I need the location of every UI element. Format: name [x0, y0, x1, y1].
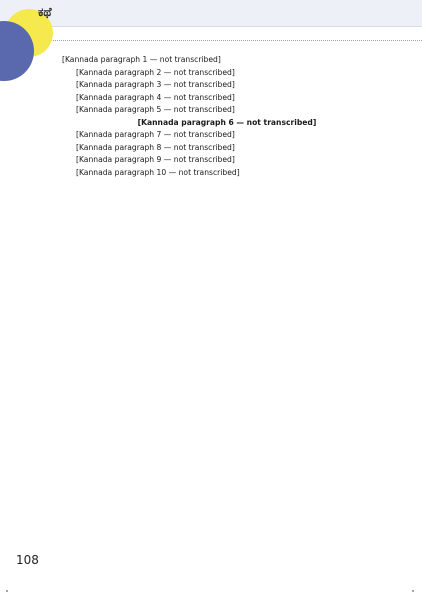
paragraph: [Kannada paragraph 7 — not transcribed] [76, 130, 235, 140]
paragraph: [Kannada paragraph 9 — not transcribed] [76, 155, 235, 165]
story-body-text [62, 54, 392, 536]
paragraph: [Kannada paragraph 3 — not transcribed] [76, 80, 235, 90]
section-separator: [Kannada paragraph 6 — not transcribed] [137, 117, 317, 127]
paragraph: [Kannada paragraph 10 — not transcribed] [76, 167, 240, 177]
header-band [0, 0, 422, 27]
paragraph: [Kannada paragraph 2 — not transcribed] [76, 67, 235, 77]
paragraph: [Kannada paragraph 5 — not transcribed] [76, 105, 235, 115]
corner-dot [412, 590, 414, 592]
paragraph: [Kannada paragraph 4 — not transcribed] [76, 92, 235, 102]
paragraph: [Kannada paragraph 1 — not transcribed] [62, 55, 221, 64]
paragraph: [Kannada paragraph 8 — not transcribed] [76, 142, 235, 152]
page-number: 108 [16, 553, 39, 567]
section-label: ಕಥೆ [38, 5, 52, 19]
header-dotted-rule [0, 40, 422, 41]
corner-dot [6, 590, 8, 592]
